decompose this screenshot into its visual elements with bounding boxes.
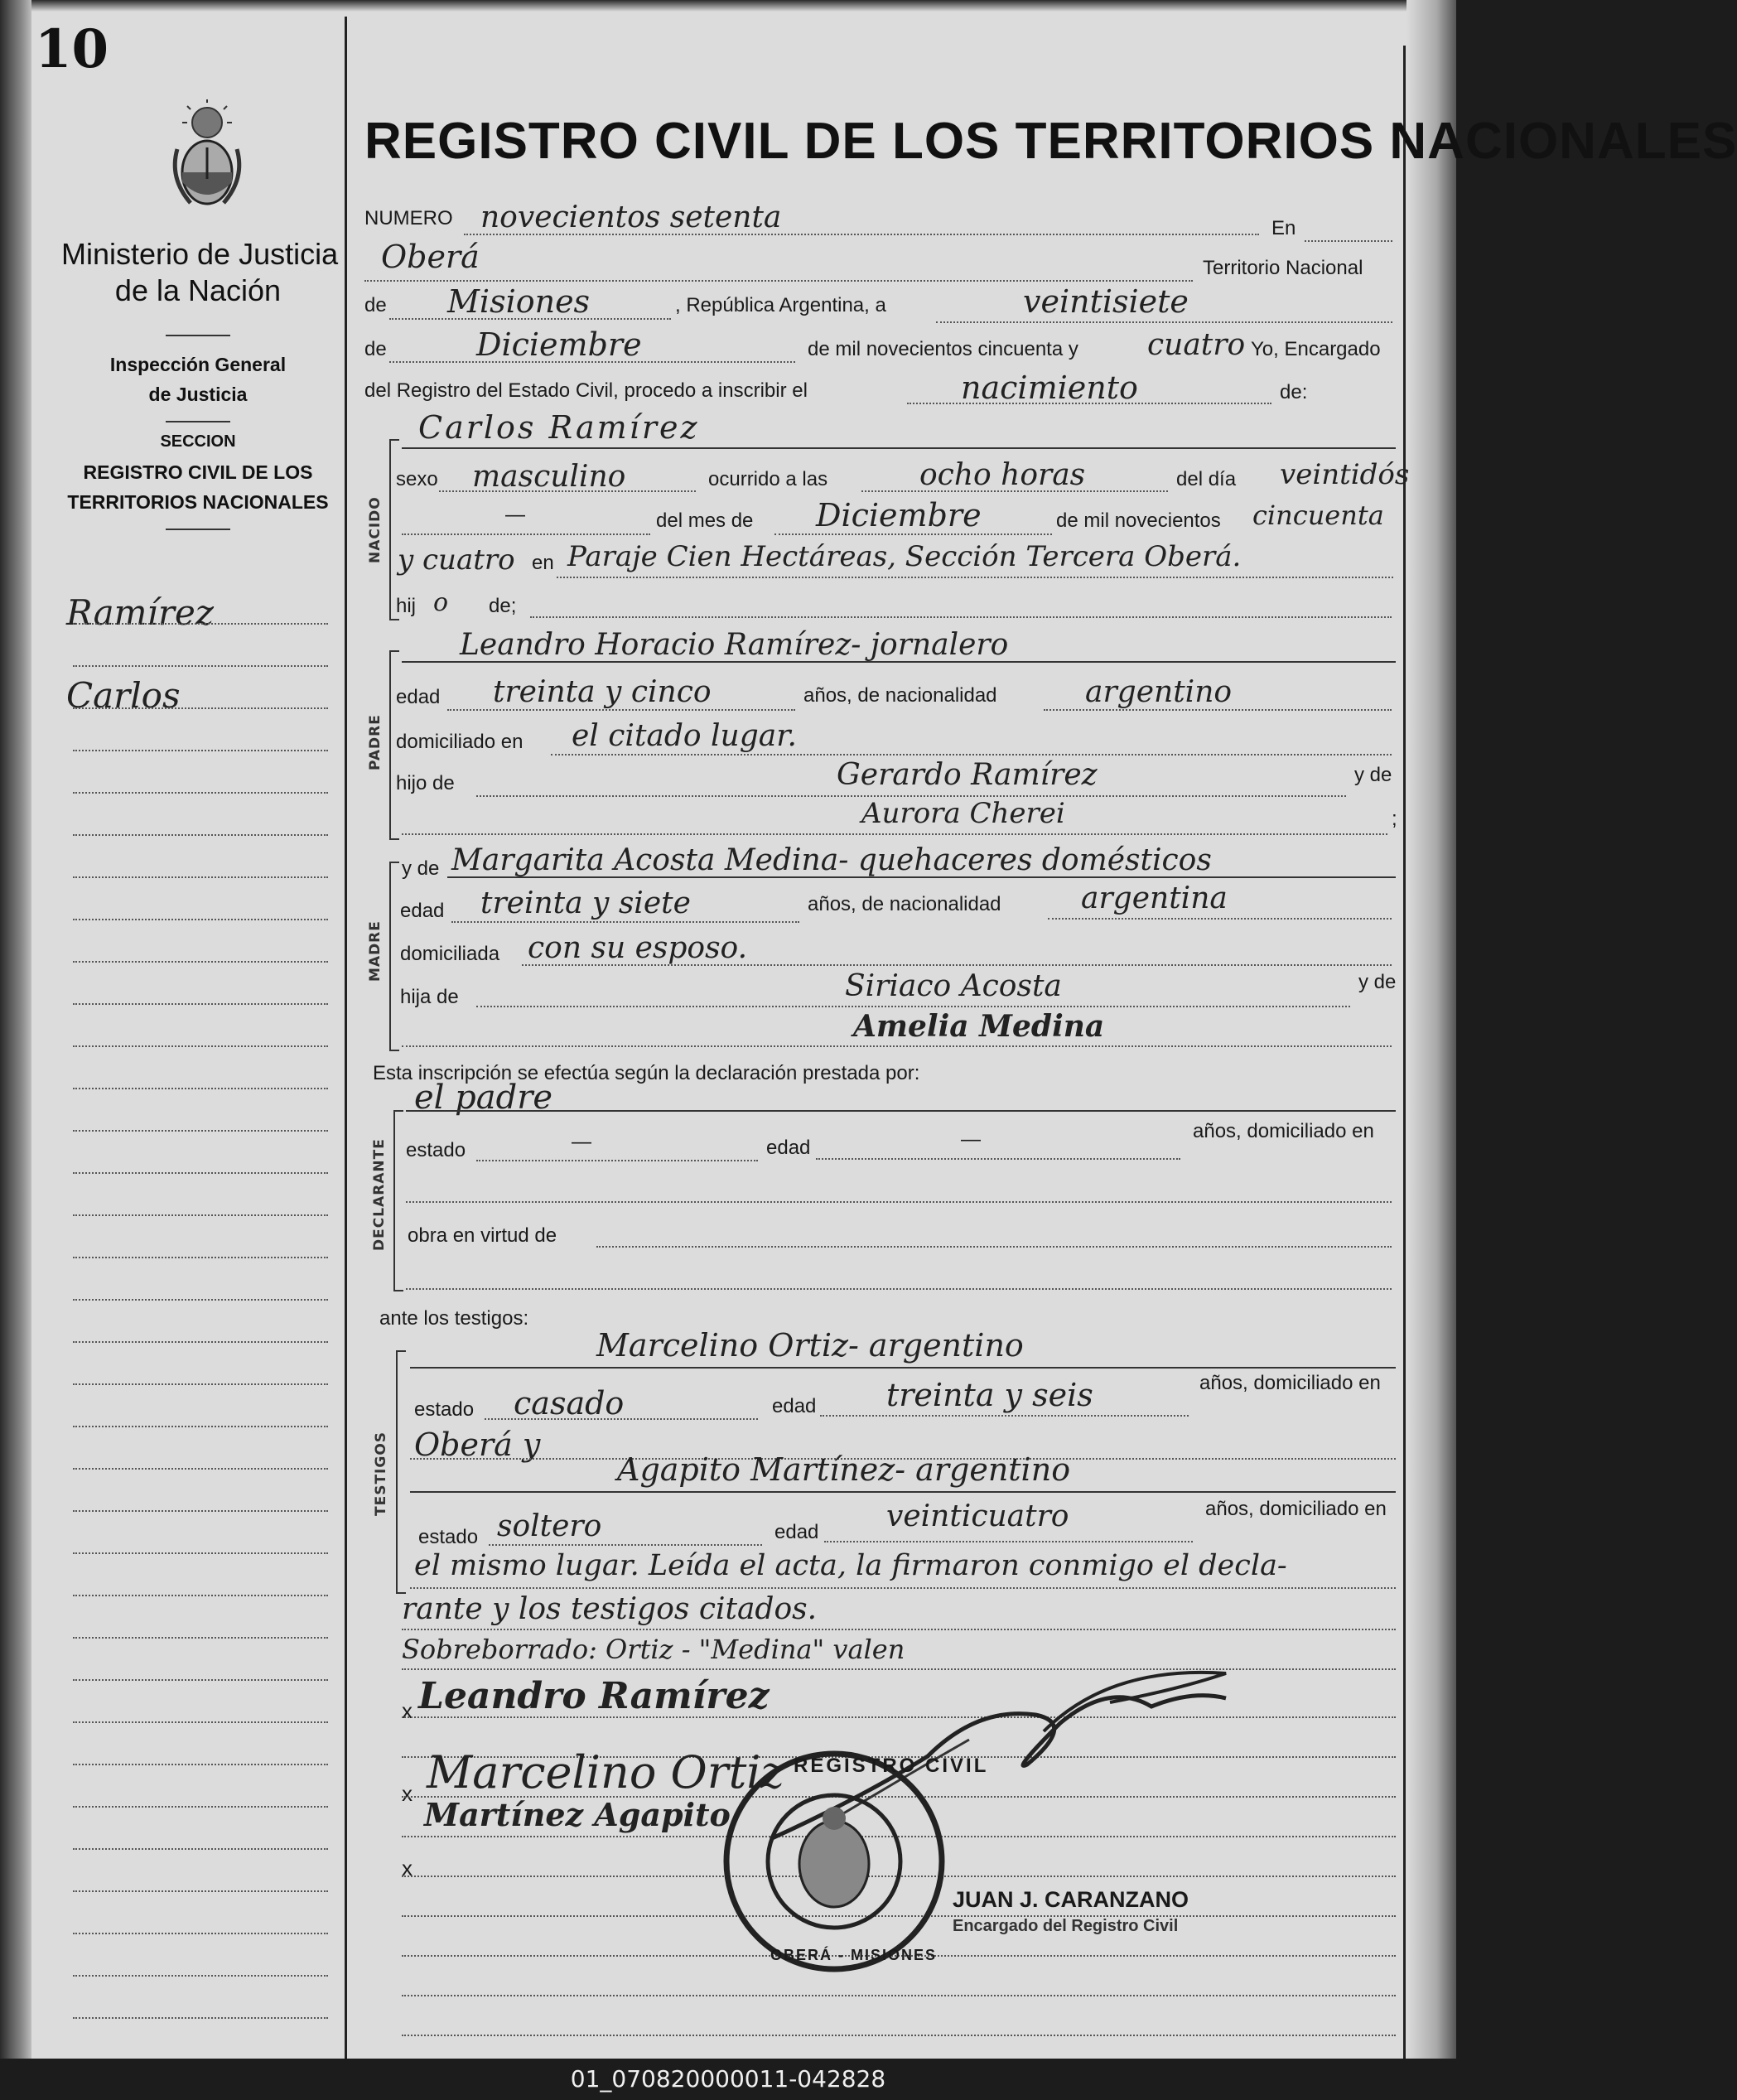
place-value: Oberá [381, 239, 480, 275]
del-dia-label: del día [1176, 468, 1237, 490]
field-line [557, 577, 1393, 578]
margin-line [73, 1468, 328, 1470]
section-heading [61, 457, 335, 517]
field-line [1305, 240, 1392, 242]
field-line [485, 1418, 758, 1420]
field-line [402, 2035, 1396, 2036]
margin-line [73, 1003, 328, 1005]
en-label: en [532, 552, 554, 574]
section-label-madre: MADRE [367, 920, 384, 982]
witness1-name: Marcelino Ortiz- argentino [596, 1327, 1024, 1364]
nacionalidad-label: años, de nacionalidad [803, 684, 997, 707]
year-value-a: cincuenta [1252, 500, 1384, 531]
day-value: veintidós [1280, 458, 1410, 491]
margin-line [73, 1299, 328, 1301]
declarante-name: el padre [414, 1079, 553, 1117]
field-line [406, 1201, 1392, 1203]
margin-line [73, 1130, 328, 1132]
dash: — [572, 1131, 591, 1153]
hijo-de-label: de; [489, 595, 517, 617]
y-de-label: y de [402, 857, 440, 880]
field-line [402, 833, 1387, 835]
margin-line [73, 1172, 328, 1174]
dash: — [961, 1128, 981, 1151]
field-line [476, 1006, 1350, 1007]
mother-name: Margarita Acosta Medina- quehaceres domésticos [451, 843, 1212, 877]
margin-line [73, 1806, 328, 1808]
domicilio-label: años, domiciliado en [1205, 1498, 1387, 1520]
birthplace-value: Paraje Cien Hectáreas, Sección Tercera Oberá. [567, 540, 1242, 573]
semicolon: ; [1392, 808, 1397, 830]
territory-value: Misiones [447, 283, 591, 320]
field-line [861, 490, 1168, 492]
hijo-label: hij [396, 595, 417, 617]
signature-witness-2: Martínez Agapito [424, 1796, 731, 1833]
estado-label: estado [406, 1139, 466, 1161]
field-line [410, 1491, 1396, 1493]
margin-line [73, 1890, 328, 1892]
year-value: cuatro [1147, 328, 1246, 362]
section-label-testigos: TESTIGOS [373, 1431, 389, 1516]
witness2-name: Agapito Martínez- argentino [617, 1451, 1071, 1488]
estado-label: estado [418, 1526, 479, 1548]
column-divider [345, 17, 347, 2059]
testigos-bracket [396, 1350, 406, 1594]
maternal-grandfather: Siriaco Acosta [845, 969, 1062, 1003]
registry-text: del Registro del Estado Civil, procedo a inscribir el [364, 379, 808, 402]
field-line [820, 1415, 1189, 1417]
yo-label: Yo, Encargado [1251, 338, 1381, 360]
inspection-line-1: Inspección General [109, 354, 287, 375]
edad-label: edad [766, 1137, 811, 1159]
margin-line [73, 1764, 328, 1765]
witness2-domicile: el mismo lugar. Leída el acta, la firmaron conmigo el decla- [414, 1549, 1287, 1582]
witness2-estado: soltero [497, 1509, 602, 1543]
field-line [402, 447, 1396, 449]
father-name: Leandro Horacio Ramírez- jornalero [460, 628, 1009, 662]
paternal-grandmother: Aurora Cherei [861, 797, 1065, 830]
ministry-heading [61, 236, 339, 309]
signature-mark: x [402, 1781, 413, 1806]
book-binding [0, 0, 31, 2059]
edad-label: edad [774, 1521, 819, 1543]
de-label: de [364, 338, 387, 360]
act-type-value: nacimiento [961, 369, 1138, 406]
witness2-age: veinticuatro [886, 1499, 1069, 1533]
obra-label: obra en virtud de [408, 1224, 557, 1247]
mother-age: treinta y siete [480, 886, 691, 920]
margin-line [73, 1595, 328, 1596]
testigos-intro: ante los testigos: [379, 1307, 529, 1330]
en-label: En [1271, 217, 1296, 239]
closing-text: rante y los testigos citados. [402, 1592, 818, 1626]
month-value: Diciembre [476, 326, 642, 363]
dash: — [505, 504, 525, 526]
ministry-line-1: Ministerio de Justicia [61, 237, 339, 271]
maternal-grandmother: Amelia Medina [853, 1009, 1105, 1044]
field-line [402, 533, 650, 535]
field-line [824, 1541, 1193, 1542]
signature-mark: x [402, 1698, 413, 1723]
field-line [1048, 918, 1392, 920]
margin-line [73, 1552, 328, 1554]
declarante-intro: Esta inscripción se efectúa según la declaración prestada por: [373, 1062, 920, 1084]
margin-line [73, 1341, 328, 1343]
section-line-2: TERRITORIOS NACIONALES [67, 491, 329, 513]
day-value: veintisiete [1023, 283, 1189, 320]
field-line [447, 709, 795, 711]
margin-line [73, 1045, 328, 1047]
margin-line [73, 1214, 328, 1216]
officer-name: JUAN J. CARANZANO [953, 1887, 1189, 1912]
signature-witness-1: Marcelino Ortiz [427, 1746, 784, 1798]
hija-de-label: hija de [400, 986, 459, 1008]
top-edge-shadow [0, 0, 1456, 12]
section-label: SECCION [160, 432, 236, 451]
father-domicile: el citado lugar. [572, 719, 797, 753]
sexo-value: masculino [472, 460, 626, 494]
de-colon-label: de: [1280, 381, 1308, 403]
field-line [774, 533, 1052, 535]
margin-line [73, 919, 328, 920]
margin-line [73, 961, 328, 963]
right-border [1403, 46, 1406, 2059]
field-line [907, 403, 1271, 404]
image-id-footer: 01_070820000011-042828 [0, 2059, 1456, 2100]
nacido-bracket [389, 439, 399, 620]
domicilio-label: años, domiciliado en [1199, 1372, 1381, 1394]
margin-line [73, 876, 328, 878]
nacionalidad-label: años, de nacionalidad [808, 893, 1001, 915]
section-label-padre: PADRE [367, 714, 384, 770]
y-de-label: y de [1358, 971, 1397, 993]
enmendado-note: Sobreborrado: Ortiz - "Medina" valen [402, 1634, 905, 1665]
signature-declarante: Leandro Ramírez [418, 1675, 770, 1717]
section-line-1: REGISTRO CIVIL DE LOS [83, 461, 313, 483]
witness1-age: treinta y seis [886, 1377, 1093, 1413]
field-line [402, 1995, 1396, 1996]
divider [166, 335, 230, 336]
margin-line [73, 2017, 328, 2019]
margin-line [73, 1933, 328, 1934]
divider [166, 529, 230, 530]
paternal-grandfather: Gerardo Ramírez [837, 758, 1098, 792]
field-line [406, 1288, 1392, 1290]
form-title: REGISTRO CIVIL DE LOS TERRITORIOS NACIONALES [364, 113, 1737, 170]
field-line [447, 876, 1396, 878]
field-line [596, 1246, 1392, 1248]
estado-label: estado [414, 1398, 475, 1421]
margin-line [73, 707, 328, 709]
field-line [389, 361, 795, 363]
ocurrido-label: ocurrido a las [708, 468, 828, 490]
seal-ring-icon [721, 1748, 948, 1976]
margin-line [73, 623, 328, 625]
mother-nationality: argentina [1081, 881, 1228, 915]
madre-bracket [389, 862, 399, 1051]
coat-of-arms-icon [166, 99, 248, 211]
section-label-nacido: NACIDO [367, 496, 384, 563]
field-line [389, 318, 671, 320]
field-line [476, 1160, 758, 1161]
margin-line [73, 1721, 328, 1723]
margin-line [73, 1088, 328, 1089]
domiciliada-label: domiciliada [400, 943, 500, 965]
year-label: de mil novecientos cincuenta y [808, 338, 1078, 360]
margin-line [73, 1975, 328, 1977]
sexo-label: sexo [396, 468, 438, 490]
inspection-line-2: de Justicia [148, 384, 248, 405]
margin-line [73, 1510, 328, 1512]
margin-line [73, 1637, 328, 1639]
declarante-bracket [393, 1110, 403, 1291]
y-de-label: y de [1354, 764, 1392, 786]
witness1-estado: casado [514, 1385, 625, 1422]
numero-label: NUMERO [364, 207, 453, 229]
territorio-label: Territorio Nacional [1203, 257, 1363, 279]
witness1-domicile: Oberá y [414, 1427, 541, 1463]
seal-top-text: REGISTRO CIVIL [794, 1755, 989, 1777]
domicilio-label: domiciliado en [396, 731, 524, 753]
field-line [522, 964, 1392, 966]
field-line [439, 490, 696, 492]
ministry-line-2: de la Nación [114, 273, 282, 307]
field-line [402, 661, 1396, 663]
mother-domicile: con su esposo. [528, 931, 748, 965]
edad-label: edad [772, 1395, 817, 1417]
margin-line [73, 792, 328, 794]
father-age: treinta y cinco [493, 675, 712, 709]
field-line [364, 280, 1193, 282]
margin-line [73, 1257, 328, 1258]
edad-label: edad [396, 686, 441, 708]
hour-value: ocho horas [919, 458, 1086, 492]
field-line [402, 1629, 1396, 1630]
child-name: Carlos Ramírez [418, 409, 700, 446]
field-line [816, 1158, 1180, 1160]
field-line [489, 1544, 762, 1546]
field-line [410, 1587, 1396, 1589]
hijo-de-label: hijo de [396, 772, 455, 794]
field-line [551, 754, 1392, 756]
field-line [936, 321, 1392, 323]
republic-label: , República Argentina, a [675, 294, 886, 316]
margin-line [73, 1426, 328, 1427]
seal-bottom-text: OBERÁ - MISIONES [770, 1947, 938, 1963]
page-number: 10 [35, 18, 109, 80]
officer-role: Encargado del Registro Civil [953, 1917, 1179, 1935]
signature-mark: x [402, 1856, 413, 1880]
margin-line [73, 665, 328, 667]
field-line [530, 616, 1392, 618]
mes-label: del mes de [656, 509, 754, 532]
year-value-b: y cuatro [398, 543, 515, 577]
field-line [402, 1045, 1392, 1047]
right-edge-shadow [1406, 0, 1456, 2059]
field-line [1044, 709, 1392, 711]
official-seal [721, 1748, 989, 1976]
margin-surname: Ramírez [66, 592, 214, 633]
father-nationality: argentino [1085, 675, 1233, 709]
field-line [406, 1110, 1396, 1112]
inspection-heading [61, 350, 335, 409]
field-line [451, 921, 799, 923]
edad-label: edad [400, 900, 445, 922]
domicilio-label: años, domiciliado en [1193, 1120, 1374, 1142]
field-line [410, 1367, 1396, 1369]
margin-line [73, 834, 328, 836]
numero-value: novecientos setenta [480, 200, 782, 234]
month-value: Diciembre [816, 497, 982, 533]
year-label: de mil novecientos [1056, 509, 1221, 532]
divider [166, 421, 230, 422]
margin-line [73, 1848, 328, 1850]
hijo-suffix: o [433, 588, 449, 617]
margin-line [73, 750, 328, 751]
de-label: de [364, 294, 387, 316]
margin-given-name: Carlos [66, 675, 181, 716]
margin-line [73, 1383, 328, 1385]
section-label-declarante: DECLARANTE [371, 1138, 388, 1251]
margin-line [73, 1679, 328, 1681]
